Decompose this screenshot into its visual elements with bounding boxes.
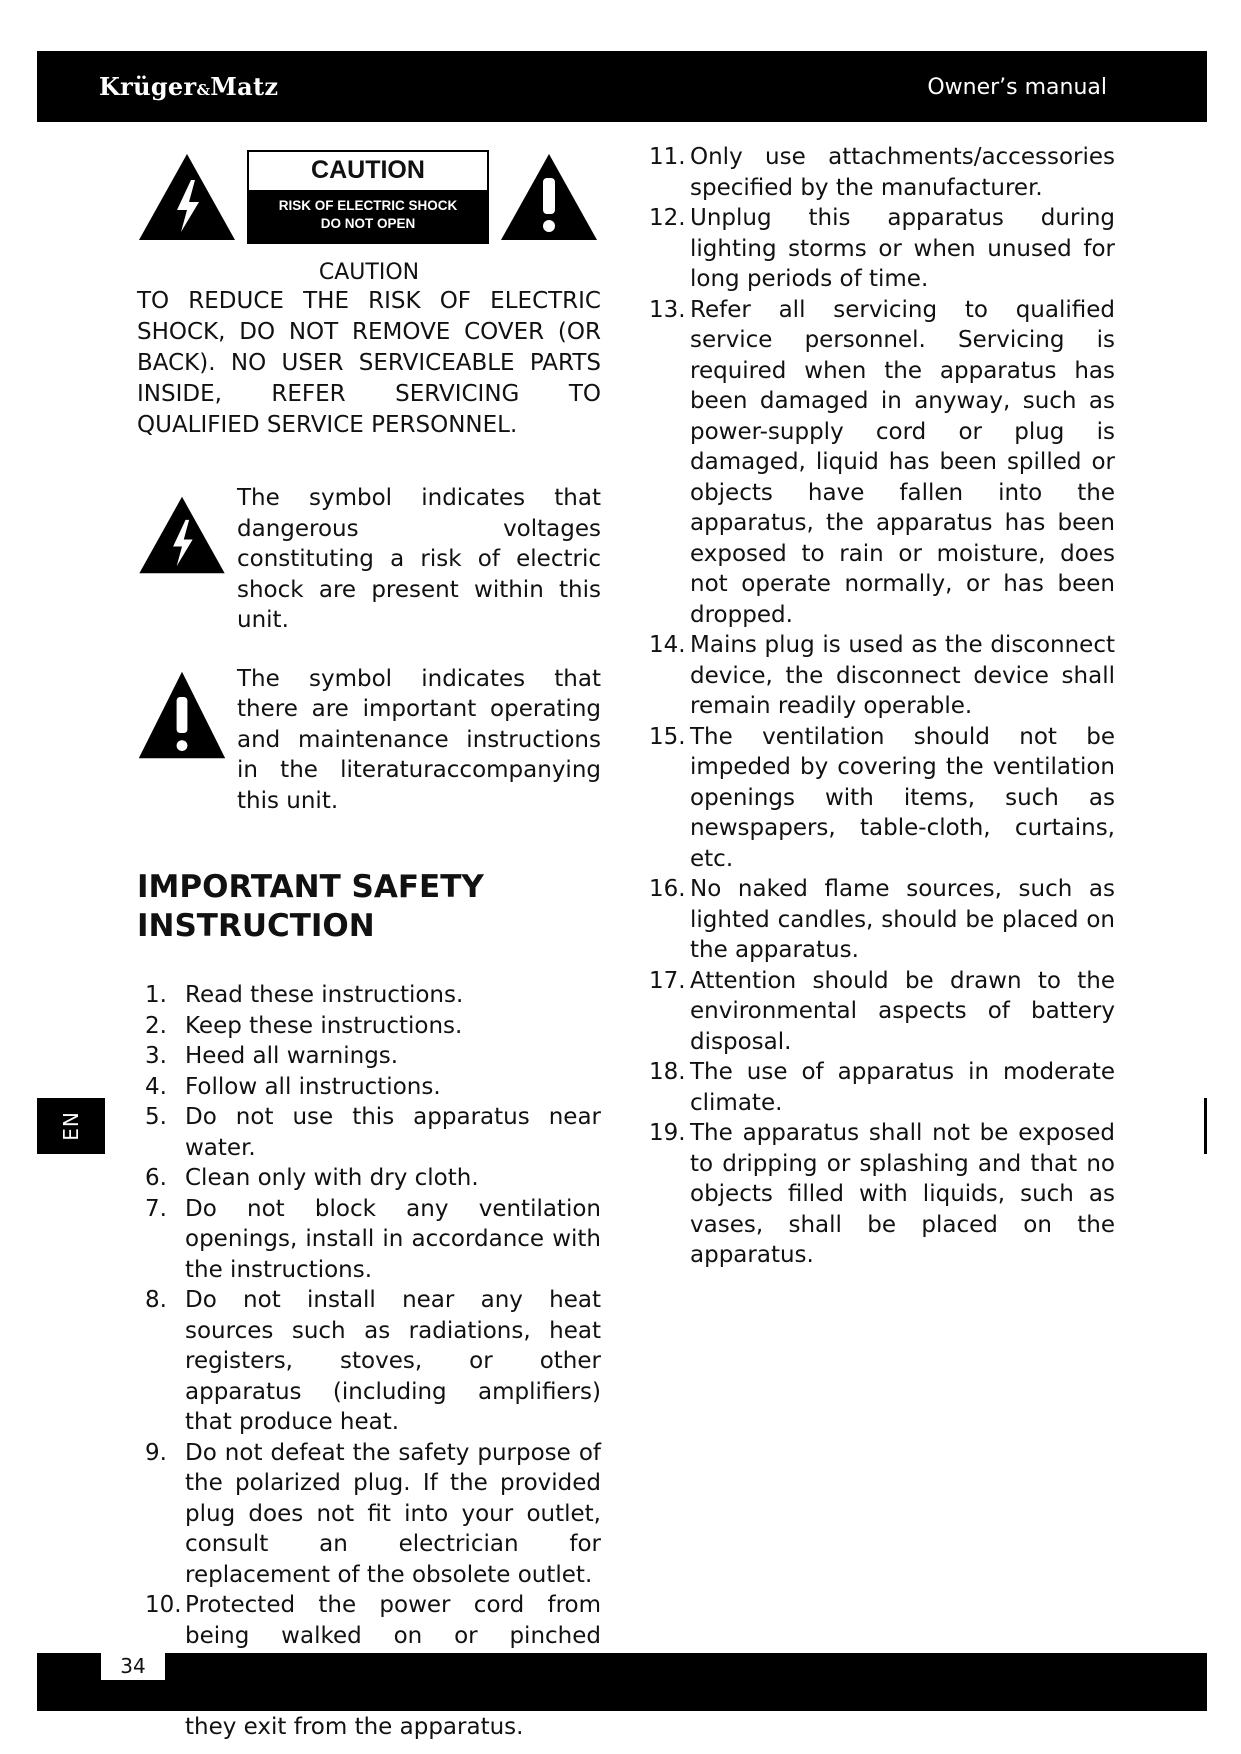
list-item: 15. The ventilation should not be impeded by covering the ventilation openings with items, such as newspapers, table-cloth, curtains, etc. xyxy=(649,723,1115,872)
list-item: 12. Unplug this apparatus during lighting storms or when unused for long periods of time. xyxy=(649,205,1115,292)
list-item: 3. Heed all warnings. xyxy=(145,1043,399,1069)
exclamation-warning-icon xyxy=(137,670,227,760)
lightning-warning-icon xyxy=(137,495,227,575)
right-column xyxy=(649,142,1115,1271)
page-header xyxy=(37,51,1207,122)
list-item: 7. Do not block any ventilation openings, install in accordance with the instructions. xyxy=(145,1195,601,1283)
edge-marker xyxy=(1204,1098,1207,1154)
left-column xyxy=(137,148,601,1743)
list-item: 10. Protected the power cord from being walked on or pinched they exit from the apparatus. xyxy=(145,1592,601,1740)
symbol-description: The symbol indicates that dangerous voltages constituting a risk of electric shock are present within this unit. xyxy=(237,485,601,633)
list-item: 2. Keep these instructions. xyxy=(145,1012,463,1039)
list-item: 19. The apparatus shall not be exposed to dripping or splashing and that no objects filled with liquids, such as vases, shall be placed on the apparatus. xyxy=(649,1120,1115,1268)
symbol-row-lightning xyxy=(137,483,601,636)
language-tab: EN xyxy=(37,1098,105,1154)
list-item: 14. Mains plug is used as the disconnect device, the disconnect device shall remain readily operable. xyxy=(649,632,1115,719)
caution-label-box xyxy=(247,150,489,244)
list-item: 16. No naked flame sources, such as lighted candles, should be placed on the apparatus. xyxy=(649,876,1115,963)
list-item: 9. Do not defeat the safety purpose of the polarized plug. If the provided plug does not fit into your outlet, consult an electrician for replacement of the obsolete outlet. xyxy=(145,1439,601,1588)
lightning-warning-icon xyxy=(137,152,237,242)
symbol-row-exclamation xyxy=(137,664,601,817)
list-item: 8. Do not install near any heat sources such as radiations, heat registers, stoves, or other apparatus (including amplifiers) that produce heat. xyxy=(145,1287,601,1435)
instruction-list-right xyxy=(649,142,1115,1271)
page-number: 34 xyxy=(101,1653,165,1680)
list-item: 17. Attention should be drawn to the environmental aspects of battery disposal. xyxy=(649,967,1115,1055)
exclamation-warning-icon xyxy=(499,152,599,242)
caution-text: TO REDUCE THE RISK OF ELECTRIC SHOCK, DO NOT REMOVE COVER (OR BACK). NO USER SERVICEABLE PARTS INSIDE, REFER SERVICING TO QUALIFIED SERVICE PERSONNEL. xyxy=(137,288,601,438)
symbol-description: The symbol indicates that there are important operating and maintenance instructions in the literaturaccompanying this unit. xyxy=(237,665,601,814)
instruction-list-left xyxy=(137,980,601,1743)
page-footer xyxy=(37,1653,1207,1711)
list-item: 4. Follow all instructions. xyxy=(145,1073,441,1100)
list-item: 18. The use of apparatus in moderate climate. xyxy=(649,1059,1115,1116)
caution-box-title: CAUTION xyxy=(311,156,425,184)
caution-graphic xyxy=(137,148,601,248)
list-item: 5. Do not use this apparatus near water. xyxy=(145,1104,601,1161)
caution-box-subtitle: RISK OF ELECTRIC SHOCK DO NOT OPEN xyxy=(249,190,487,242)
list-item: 11. Only use attachments/accessories specified by the manufacturer. xyxy=(649,144,1115,201)
list-item: 1. Read these instructions. xyxy=(145,982,464,1008)
list-item: 6. Clean only with dry cloth. xyxy=(145,1165,479,1191)
section-title: IMPORTANT SAFETY INSTRUCTION xyxy=(137,869,484,944)
list-item: 13. Refer all servicing to qualified service personnel. Servicing is required when the apparatus has been damaged in anyway, such as power-supply cord or plug is damaged, liquid has been spilled or objects have fallen into the apparatus, the apparatus has been exposed to rain or moisture, does not operate normally, or has been dropped. xyxy=(649,296,1115,628)
caution-heading: CAUTION xyxy=(318,260,420,285)
brand-logo: Krüger&Matz xyxy=(99,72,279,101)
manual-title: Owner’s manual xyxy=(927,75,1107,100)
